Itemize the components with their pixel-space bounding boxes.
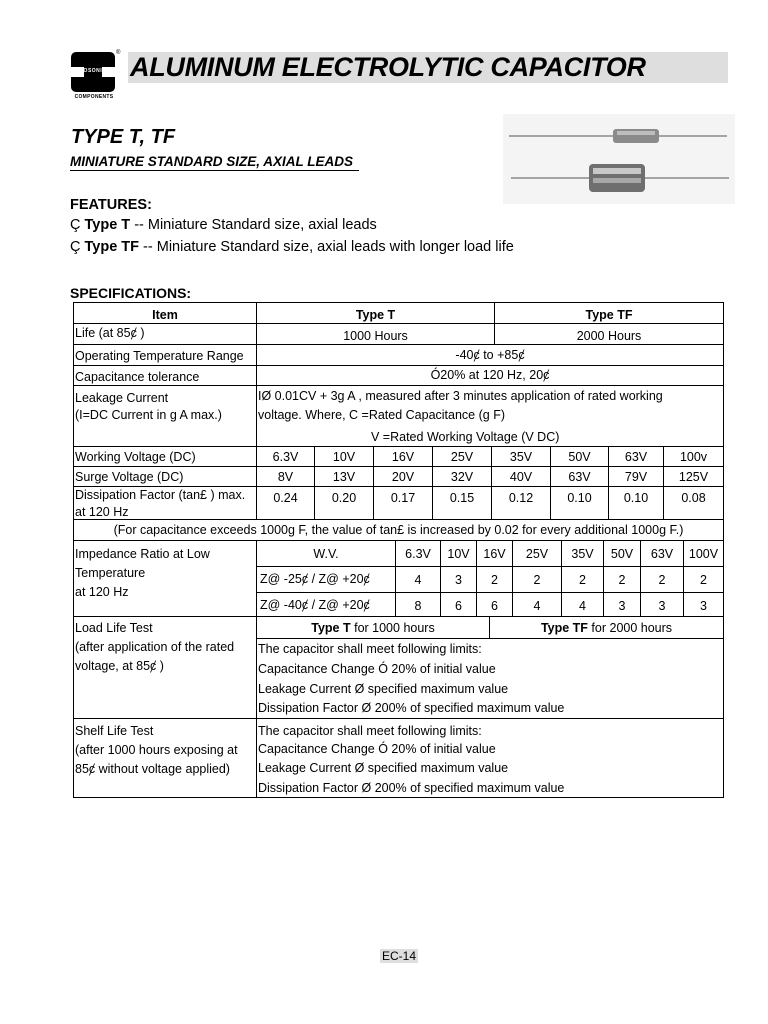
op-temp-value: -40ȼ to +85ȼ bbox=[455, 348, 525, 362]
type-title: TYPE T, TF bbox=[71, 126, 176, 148]
leakage-formula: IØ 0.01CV + 3ɡ A , measured after 3 minutes application of rated working bbox=[258, 389, 663, 403]
imp-r1-cell: 2 bbox=[579, 573, 586, 587]
sv-cell: 63V bbox=[568, 470, 591, 484]
surge-voltage-label: Surge Voltage (DC) bbox=[75, 470, 184, 484]
leakage-voltage-def: V =Rated Working Voltage (V DC) bbox=[371, 430, 560, 444]
imp-wv-cell: 25V bbox=[525, 547, 549, 561]
shelf-life-label-sub: (after 1000 hours exposing at bbox=[75, 743, 238, 757]
feature-item bbox=[70, 239, 514, 255]
bullet-icon: Ç bbox=[70, 239, 81, 255]
impedance-label-sub: Temperature bbox=[75, 566, 146, 580]
load-life-type-tf-name: Type TF bbox=[540, 621, 588, 635]
imp-r2-cell: 3 bbox=[700, 599, 707, 613]
shelf-life-label: Shelf Life Test bbox=[75, 724, 154, 738]
bullet-icon: Ç bbox=[70, 217, 81, 233]
sv-cell: 125V bbox=[678, 470, 709, 484]
load-life-label-sub: (after application of the rated bbox=[75, 640, 235, 654]
imp-r2-cell: 3 bbox=[658, 599, 666, 613]
wv-cell: 6.3V bbox=[272, 450, 299, 464]
page-number: EC-14 bbox=[381, 949, 416, 963]
df-cell: 0.10 bbox=[567, 491, 592, 505]
life-type-tf: 2000 Hours bbox=[576, 329, 642, 343]
imp-r2-cell: 6 bbox=[491, 599, 498, 613]
dissipation-label: Dissipation Factor (tan£ ) max. bbox=[75, 488, 246, 502]
logo-registered-mark: ® bbox=[116, 50, 121, 56]
wv-cell: 63V bbox=[624, 450, 648, 464]
load-life-type-t-name: Type T bbox=[311, 621, 351, 635]
imp-wv-cell: 6.3V bbox=[405, 547, 431, 561]
imp-wv-cell: 63V bbox=[650, 547, 674, 561]
imp-r1-cell: 2 bbox=[533, 573, 541, 587]
load-life-type-t-hours: for 1000 hours bbox=[350, 621, 435, 635]
dissipation-label-sub: at 120 Hz bbox=[75, 505, 129, 519]
header-item: Item bbox=[152, 308, 178, 322]
load-life-limit: Dissipation Factor Ø 200% of specified maximum value bbox=[258, 701, 565, 715]
imp-r1-cell: 2 bbox=[700, 573, 707, 587]
impedance-label-freq: at 120 Hz bbox=[75, 585, 129, 599]
leakage-where: voltage. Where, C =Rated Capacitance (ɡ F) bbox=[258, 408, 505, 422]
load-life-limit: Leakage Current Ø specified maximum value bbox=[258, 682, 509, 696]
logo-text: EOSONIC bbox=[79, 68, 107, 74]
working-voltage-label: Working Voltage (DC) bbox=[75, 450, 196, 464]
dissipation-note: (For capacitance exceeds 1000ɡ F, the value of tan£ is increased by 0.02 for every additional 1000ɡ F.) bbox=[113, 523, 684, 537]
sv-cell: 13V bbox=[332, 470, 356, 484]
load-life-type-tf bbox=[490, 621, 723, 635]
shelf-life-limit: Dissipation Factor Ø 200% of specified maximum value bbox=[258, 781, 565, 795]
specifications-heading: SPECIFICATIONS: bbox=[70, 285, 192, 301]
df-cell: 0.08 bbox=[681, 491, 706, 505]
imp-wv-cell: 16V bbox=[483, 547, 506, 561]
load-life-limit: Capacitance Change Ó 20% of initial value bbox=[258, 662, 496, 676]
impedance-row1-label: Z@ -25ȼ / Z@ +20ȼ bbox=[260, 572, 370, 586]
imp-r1-cell: 4 bbox=[414, 573, 422, 587]
wv-cell: 100v bbox=[679, 450, 708, 464]
wv-cell: 10V bbox=[332, 450, 356, 464]
header-type-tf: Type TF bbox=[585, 308, 633, 322]
imp-r2-cell: 3 bbox=[618, 599, 626, 613]
leakage-label: Leakage Current bbox=[75, 391, 169, 405]
subtitle: MINIATURE STANDARD SIZE, AXIAL LEADS bbox=[70, 154, 359, 171]
life-type-t: 1000 Hours bbox=[343, 329, 408, 343]
sv-cell: 79V bbox=[624, 470, 648, 484]
features-heading: FEATURES: bbox=[70, 197, 152, 213]
feature-item bbox=[70, 217, 377, 233]
load-life-type-tf-hours: for 2000 hours bbox=[587, 621, 673, 635]
df-cell: 0.17 bbox=[390, 491, 416, 505]
imp-r2-cell: 4 bbox=[579, 599, 586, 613]
df-cell: 0.12 bbox=[508, 491, 534, 505]
page-title: ALUMINUM ELECTROLYTIC CAPACITOR bbox=[130, 52, 646, 82]
shelf-life-limit: Leakage Current Ø specified maximum value bbox=[258, 761, 509, 775]
sv-cell: 40V bbox=[509, 470, 533, 484]
cap-tol-label: Capacitance tolerance bbox=[75, 370, 200, 384]
shelf-life-limit: The capacitor shall meet following limits: bbox=[258, 724, 482, 738]
df-cell: 0.20 bbox=[331, 491, 357, 505]
capacitor-photo bbox=[503, 114, 735, 204]
wv-cell: 50V bbox=[568, 450, 591, 464]
wv-cell: 25V bbox=[450, 450, 474, 464]
load-life-type-t bbox=[257, 621, 489, 635]
imp-r2-cell: 4 bbox=[533, 599, 541, 613]
imp-r1-cell: 2 bbox=[618, 573, 626, 587]
imp-r2-cell: 6 bbox=[455, 599, 462, 613]
cap-tol-value: Ó20% at 120 Hz, 20ȼ bbox=[430, 368, 550, 382]
feature-name: Type T bbox=[84, 217, 131, 233]
wv-cell: 16V bbox=[391, 450, 415, 464]
imp-r1-cell: 3 bbox=[455, 573, 462, 587]
header-type-t: Type T bbox=[355, 308, 396, 322]
sv-cell: 8V bbox=[277, 470, 294, 484]
sv-cell: 32V bbox=[450, 470, 474, 484]
df-cell: 0.15 bbox=[449, 491, 475, 505]
df-cell: 0.10 bbox=[623, 491, 649, 505]
load-life-label-cond: voltage, at 85ȼ ) bbox=[75, 659, 164, 673]
feature-text: -- Miniature Standard size, axial leads with longer load life bbox=[139, 239, 514, 255]
load-life-limit: The capacitor shall meet following limits: bbox=[258, 642, 482, 656]
imp-r2-cell: 8 bbox=[414, 599, 422, 613]
life-label: Life (at 85ȼ ) bbox=[75, 326, 145, 340]
imp-wv-cell: 35V bbox=[571, 547, 594, 561]
feature-name: Type TF bbox=[84, 239, 140, 255]
imp-wv-cell: 50V bbox=[610, 547, 634, 561]
imp-r1-cell: 2 bbox=[658, 573, 666, 587]
imp-r1-cell: 2 bbox=[491, 573, 498, 587]
load-life-label: Load Life Test bbox=[75, 621, 153, 635]
shelf-life-label-cond: 85ȼ without voltage applied) bbox=[75, 762, 230, 776]
imp-wv-cell: 10V bbox=[447, 547, 470, 561]
op-temp-label: Operating Temperature Range bbox=[75, 349, 244, 363]
company-logo bbox=[68, 50, 122, 102]
feature-text: -- Miniature Standard size, axial leads bbox=[130, 217, 377, 233]
sv-cell: 20V bbox=[391, 470, 415, 484]
imp-wv-cell: 100V bbox=[688, 547, 719, 561]
df-cell: 0.24 bbox=[273, 491, 298, 505]
impedance-label: Impedance Ratio at Low bbox=[75, 547, 210, 561]
wv-header: W.V. bbox=[313, 547, 339, 561]
impedance-row2-label: Z@ -40ȼ / Z@ +20ȼ bbox=[260, 598, 370, 612]
shelf-life-limit: Capacitance Change Ó 20% of initial value bbox=[258, 742, 496, 756]
wv-cell: 35V bbox=[509, 450, 533, 464]
leakage-label-sub: (I=DC Current in ɡ A max.) bbox=[75, 408, 222, 422]
logo-subtext: COMPONENTS bbox=[74, 94, 114, 100]
